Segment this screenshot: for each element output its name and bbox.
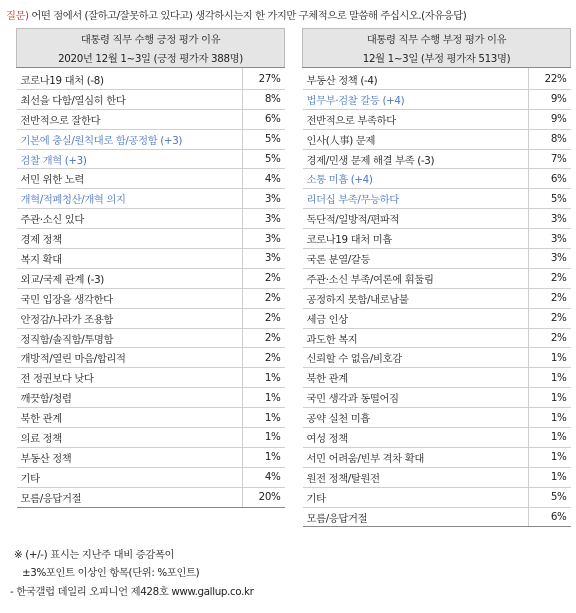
table-row bbox=[303, 149, 571, 169]
reason-label: 국론 분열/갈등 bbox=[303, 249, 529, 269]
reason-percent: 2% bbox=[529, 308, 571, 328]
source-line: - 한국갤럽 데일리 오피니언 제428호 www.gallup.co.kr bbox=[10, 586, 254, 598]
reason-label: 주관·소신 있다 bbox=[17, 209, 243, 229]
reason-label: 부동산 정책 bbox=[17, 447, 243, 467]
reason-label: 서민 어려움/빈부 격차 확대 bbox=[303, 447, 529, 467]
reason-label: 법무부·검찰 갈등 (+4) bbox=[303, 89, 529, 109]
reason-percent: 6% bbox=[243, 109, 285, 129]
reason-percent: 3% bbox=[243, 249, 285, 269]
reason-percent: 2% bbox=[529, 288, 571, 308]
reason-percent: 1% bbox=[529, 467, 571, 487]
reason-percent: 1% bbox=[243, 368, 285, 388]
reason-percent: 1% bbox=[529, 348, 571, 368]
reason-label: 공약 실천 미흡 bbox=[303, 408, 529, 428]
reason-percent: 1% bbox=[529, 447, 571, 467]
reason-percent: 5% bbox=[243, 149, 285, 169]
table-row bbox=[17, 328, 285, 348]
reason-percent: 1% bbox=[529, 388, 571, 408]
table-row bbox=[303, 129, 571, 149]
reason-label: 외교/국제 관계 (-3) bbox=[17, 268, 243, 288]
table-row bbox=[17, 428, 285, 448]
reason-percent: 3% bbox=[243, 209, 285, 229]
table-row bbox=[303, 308, 571, 328]
table-row bbox=[303, 189, 571, 209]
table-row bbox=[303, 507, 571, 527]
table-row bbox=[303, 487, 571, 507]
table-row bbox=[303, 388, 571, 408]
reason-label: 북한 관계 bbox=[303, 368, 529, 388]
reason-label: 깨끗함/청렴 bbox=[17, 388, 243, 408]
table-row bbox=[17, 89, 285, 109]
reason-label: 모름/응답거절 bbox=[17, 487, 243, 507]
reason-label: 국민 생각과 동떨어짐 bbox=[303, 388, 529, 408]
reason-percent: 2% bbox=[243, 268, 285, 288]
reason-percent: 22% bbox=[529, 68, 571, 90]
table-row bbox=[17, 288, 285, 308]
reason-label: 국민 입장을 생각한다 bbox=[17, 288, 243, 308]
question-text: 어떤 점에서 (잘하고/잘못하고 있다고) 생각하시는지 한 가지만 구체적으로 말씀해 주십시오.(자유응답) bbox=[28, 10, 467, 22]
table-row bbox=[303, 229, 571, 249]
reason-label: 기타 bbox=[303, 487, 529, 507]
table-row bbox=[17, 68, 285, 90]
reason-label: 모름/응답거절 bbox=[303, 507, 529, 527]
table-row bbox=[303, 428, 571, 448]
table-row bbox=[303, 368, 571, 388]
positive-table-subtitle: 2020년 12월 1~3일 (긍정 평가자 388명) bbox=[17, 48, 285, 68]
reason-percent: 2% bbox=[243, 328, 285, 348]
table-row bbox=[17, 209, 285, 229]
table-row bbox=[303, 328, 571, 348]
reason-percent: 6% bbox=[529, 169, 571, 189]
table-row bbox=[17, 249, 285, 269]
reason-percent: 3% bbox=[529, 249, 571, 269]
negative-table-body bbox=[303, 68, 571, 527]
negative-table-subtitle: 12월 1~3일 (부정 평가자 513명) bbox=[303, 48, 571, 68]
note-line-1: ※ (+/-) 표시는 지난주 대비 증감폭이 bbox=[14, 549, 175, 561]
reason-percent: 3% bbox=[243, 229, 285, 249]
negative-table-title: 대통령 직무 수행 부정 평가 이유 bbox=[303, 29, 571, 49]
table-row bbox=[17, 229, 285, 249]
reason-percent: 3% bbox=[529, 209, 571, 229]
reason-label: 개혁/적폐청산/개혁 의지 bbox=[17, 189, 243, 209]
table-row bbox=[17, 149, 285, 169]
table-row bbox=[17, 348, 285, 368]
reason-percent: 8% bbox=[529, 129, 571, 149]
reason-label: 코로나19 대처 미흡 bbox=[303, 229, 529, 249]
table-row bbox=[17, 109, 285, 129]
reason-percent: 9% bbox=[529, 89, 571, 109]
positive-table-title: 대통령 직무 수행 긍정 평가 이유 bbox=[17, 29, 285, 49]
table-row bbox=[303, 348, 571, 368]
reason-label: 복지 확대 bbox=[17, 249, 243, 269]
table-row bbox=[303, 68, 571, 90]
table-row bbox=[17, 408, 285, 428]
reason-label: 최선을 다함/열심히 한다 bbox=[17, 89, 243, 109]
reason-label: 여성 정책 bbox=[303, 428, 529, 448]
reason-percent: 4% bbox=[243, 169, 285, 189]
reason-percent: 2% bbox=[243, 308, 285, 328]
reason-label: 신뢰할 수 없음/비호감 bbox=[303, 348, 529, 368]
reason-label: 기타 bbox=[17, 467, 243, 487]
reason-percent: 1% bbox=[529, 428, 571, 448]
reason-percent: 8% bbox=[243, 89, 285, 109]
table-row bbox=[303, 288, 571, 308]
table-row bbox=[17, 368, 285, 388]
reason-label: 소통 미흡 (+4) bbox=[303, 169, 529, 189]
reason-label: 의료 정책 bbox=[17, 428, 243, 448]
reason-percent: 4% bbox=[243, 467, 285, 487]
reason-percent: 5% bbox=[243, 129, 285, 149]
reason-percent: 1% bbox=[243, 428, 285, 448]
table-row bbox=[303, 467, 571, 487]
reason-label: 전반적으로 잘한다 bbox=[17, 109, 243, 129]
table-row bbox=[303, 447, 571, 467]
reason-percent: 2% bbox=[243, 348, 285, 368]
reason-percent: 2% bbox=[529, 268, 571, 288]
reason-label: 경제/민생 문제 해결 부족 (-3) bbox=[303, 149, 529, 169]
survey-question bbox=[6, 7, 466, 22]
reason-percent: 1% bbox=[243, 388, 285, 408]
negative-reasons-table bbox=[302, 28, 571, 527]
reason-percent: 9% bbox=[529, 109, 571, 129]
reason-percent: 1% bbox=[529, 408, 571, 428]
table-row bbox=[17, 308, 285, 328]
reason-percent: 27% bbox=[243, 68, 285, 90]
table-row bbox=[303, 268, 571, 288]
reason-label: 안정감/나라가 조용함 bbox=[17, 308, 243, 328]
reason-label: 코로나19 대처 (-8) bbox=[17, 68, 243, 90]
reason-label: 부동산 정책 (-4) bbox=[303, 68, 529, 90]
table-row bbox=[303, 169, 571, 189]
table-row bbox=[303, 89, 571, 109]
reason-label: 공정하지 못함/내로남불 bbox=[303, 288, 529, 308]
table-row bbox=[17, 169, 285, 189]
reason-label: 리더십 부족/무능하다 bbox=[303, 189, 529, 209]
question-prefix: 질문) bbox=[6, 10, 29, 22]
table-row bbox=[303, 109, 571, 129]
table-row bbox=[17, 487, 285, 507]
reason-label: 전반적으로 부족하다 bbox=[303, 109, 529, 129]
reason-label: 서민 위한 노력 bbox=[17, 169, 243, 189]
table-row bbox=[303, 408, 571, 428]
reason-percent: 5% bbox=[529, 487, 571, 507]
table-row bbox=[17, 268, 285, 288]
positive-table-body bbox=[17, 68, 285, 508]
reason-label: 인사(人事) 문제 bbox=[303, 129, 529, 149]
reason-percent: 20% bbox=[243, 487, 285, 507]
reason-percent: 3% bbox=[529, 229, 571, 249]
reason-label: 세금 인상 bbox=[303, 308, 529, 328]
reason-label: 기본에 충실/원칙대로 함/공정함 (+3) bbox=[17, 129, 243, 149]
reason-percent: 1% bbox=[243, 447, 285, 467]
table-row bbox=[17, 447, 285, 467]
reason-label: 경제 정책 bbox=[17, 229, 243, 249]
table-row bbox=[17, 129, 285, 149]
reason-label: 검찰 개혁 (+3) bbox=[17, 149, 243, 169]
reason-percent: 1% bbox=[529, 368, 571, 388]
reason-label: 북한 관계 bbox=[17, 408, 243, 428]
reason-percent: 5% bbox=[529, 189, 571, 209]
table-row bbox=[17, 189, 285, 209]
table-row bbox=[303, 209, 571, 229]
positive-reasons-table bbox=[16, 28, 285, 508]
table-row bbox=[303, 249, 571, 269]
reason-percent: 1% bbox=[243, 408, 285, 428]
reason-percent: 2% bbox=[243, 288, 285, 308]
reason-percent: 3% bbox=[243, 189, 285, 209]
reason-percent: 7% bbox=[529, 149, 571, 169]
reason-label: 전 정권보다 낫다 bbox=[17, 368, 243, 388]
note-line-2: ±3%포인트 이상인 항목(단위: %포인트) bbox=[22, 567, 200, 579]
reason-label: 개방적/열린 마음/합리적 bbox=[17, 348, 243, 368]
table-row bbox=[17, 388, 285, 408]
reason-label: 주관·소신 부족/여론에 휘둘림 bbox=[303, 268, 529, 288]
reason-percent: 2% bbox=[529, 328, 571, 348]
reason-label: 독단적/일방적/편파적 bbox=[303, 209, 529, 229]
reason-label: 원전 정책/탈원전 bbox=[303, 467, 529, 487]
table-row bbox=[17, 467, 285, 487]
reason-label: 과도한 복지 bbox=[303, 328, 529, 348]
reason-label: 정직함/솔직함/투명함 bbox=[17, 328, 243, 348]
reason-percent: 6% bbox=[529, 507, 571, 527]
